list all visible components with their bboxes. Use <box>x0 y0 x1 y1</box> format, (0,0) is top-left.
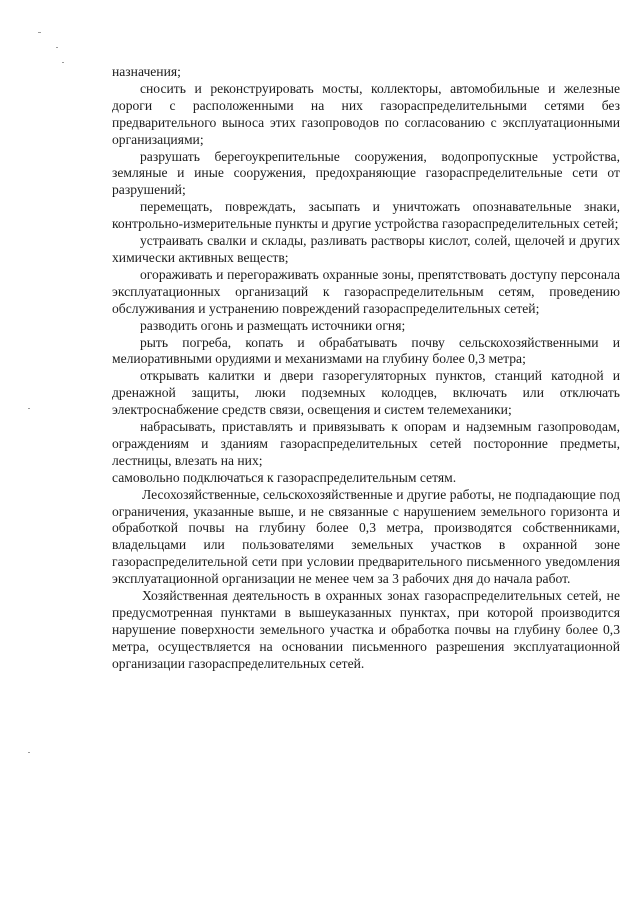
paragraph-connection: самовольно подключаться к газораспределительным сетям. <box>112 469 457 485</box>
document-body <box>112 64 620 673</box>
paragraph-bridges: сносить и реконструировать мосты, коллекторы, автомобильные и железные дороги с расположенными на них газораспределительными сетями без предварительного выноса этих газопроводов по согласованию с эксплуатационными организациями; <box>112 80 620 147</box>
paragraph-gates: открывать калитки и двери газорегуляторных пунктов, станций катодной и дренажной защиты, люки подземных колодцев, включать или отключать электроснабжение средств связи, освещения и систем телемеханики; <box>112 368 620 418</box>
paragraph-fencing: огораживать и перегораживать охранные зоны, препятствовать доступу персонала эксплуатационных организаций к газораспределительным сетям, проведению обслуживания и устранению повреждений газораспределительных сетей; <box>112 266 620 316</box>
paragraph-continuation: назначения; <box>112 64 181 79</box>
scan-speck <box>38 32 41 33</box>
scan-speck <box>28 752 30 753</box>
paragraph-objects: набрасывать, приставлять и привязывать к опорам и надземным газопроводам, ограждениям и зданиям газораспределительных сетей посторонние предметы, лестницы, влезать на них; <box>112 419 620 468</box>
scan-speck <box>56 47 58 48</box>
paragraph-fire: разводить огонь и размещать источники огня; <box>140 317 406 333</box>
paragraph-digging: рыть погреба, копать и обрабатывать почву сельскохозяйственными и мелиоративными орудиями и механизмами на глубину более 0,3 метра; <box>112 334 620 367</box>
paragraph-signs: перемещать, повреждать, засыпать и уничтожать опознавательные знаки, контрольно-измерительные пункты и другие устройства газораспределительных сетей; <box>112 199 620 232</box>
paragraph-dumps: устраивать свалки и склады, разливать растворы кислот, солей, щелочей и других химически активных веществ; <box>112 233 620 265</box>
paragraph-forestry-works: Лесохозяйственные, сельскохозяйственные и другие работы, не подпадающие под ограничения, указанные выше, и не связанные с нарушением земельного горизонта и обработкой почвы на глубину более 0,3 метра, производятся собственниками, владельцами или пользователями земельных участков в охранной зоне газораспределительной сети при условии предварительного письменного уведомления эксплуатационной организации не менее чем за 3 рабочих дня до начала работ. <box>112 486 620 587</box>
paragraph-embankments: разрушать берегоукрепительные сооружения, водопропускные устройства, земляные и иные сооружения, предохраняющие газораспределительные сети от разрушений; <box>112 148 620 198</box>
scan-speck <box>28 408 30 409</box>
paragraph-economic-activity: Хозяйственная деятельность в охранных зонах газораспределительных сетей, не предусмотренная пунктами в вышеуказанных пунктах, при которой производится нарушение поверхности земельного участка и обработка почвы на глубину более 0,3 метра, осуществляется на основании письменного разрешения эксплуатационной организации газораспределительных сетей. <box>112 588 620 671</box>
scan-speck <box>62 62 64 63</box>
